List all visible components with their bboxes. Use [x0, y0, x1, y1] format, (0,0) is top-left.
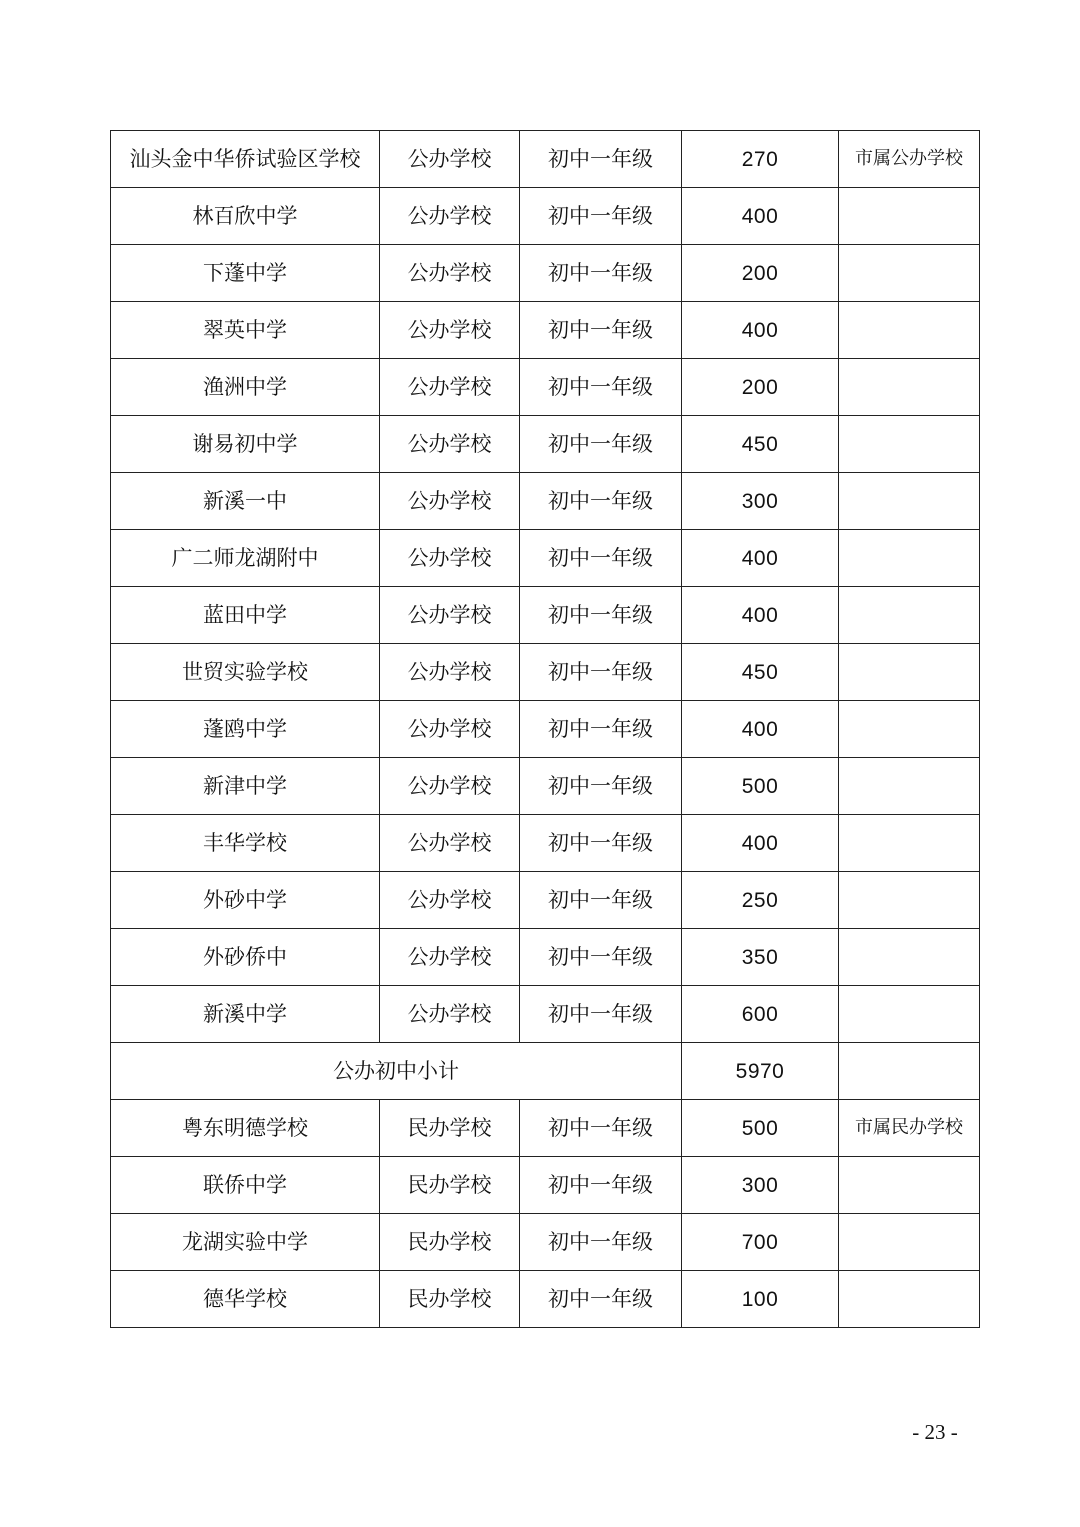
enroll-count: 450: [682, 644, 839, 701]
enroll-count: 350: [682, 929, 839, 986]
school-name: 世贸实验学校: [111, 644, 380, 701]
remark: [839, 416, 980, 473]
school-name: 下蓬中学: [111, 245, 380, 302]
remark: [839, 701, 980, 758]
school-type: 民办学校: [380, 1157, 520, 1214]
remark: [839, 872, 980, 929]
enroll-count: 400: [682, 302, 839, 359]
school-type: 公办学校: [380, 701, 520, 758]
school-type: 民办学校: [380, 1214, 520, 1271]
grade: 初中一年级: [520, 359, 682, 416]
remark: [839, 473, 980, 530]
remark: [839, 359, 980, 416]
school-type: 公办学校: [380, 986, 520, 1043]
school-type: 公办学校: [380, 302, 520, 359]
grade: 初中一年级: [520, 473, 682, 530]
remark: 市属民办学校: [839, 1100, 980, 1157]
remark: [839, 188, 980, 245]
school-type: 公办学校: [380, 929, 520, 986]
school-name: 外砂中学: [111, 872, 380, 929]
remark: [839, 758, 980, 815]
remark: [839, 1271, 980, 1328]
remark: [839, 1214, 980, 1271]
enroll-count: 400: [682, 701, 839, 758]
grade: 初中一年级: [520, 644, 682, 701]
enrollment-table: [110, 130, 980, 1328]
school-name: 新溪中学: [111, 986, 380, 1043]
school-type: 民办学校: [380, 1271, 520, 1328]
table-row: [111, 1100, 980, 1157]
enroll-count: 400: [682, 587, 839, 644]
table-row: [111, 188, 980, 245]
table-row: [111, 644, 980, 701]
table-row: [111, 986, 980, 1043]
school-name: 林百欣中学: [111, 188, 380, 245]
grade: 初中一年级: [520, 872, 682, 929]
subtotal-row: [111, 1043, 980, 1100]
school-type: 公办学校: [380, 644, 520, 701]
school-name: 粤东明德学校: [111, 1100, 380, 1157]
school-type: 民办学校: [380, 1100, 520, 1157]
table-row: [111, 473, 980, 530]
table-row: [111, 587, 980, 644]
table-row: [111, 872, 980, 929]
table-row: [111, 530, 980, 587]
school-type: 公办学校: [380, 359, 520, 416]
enroll-count: 100: [682, 1271, 839, 1328]
enroll-count: 250: [682, 872, 839, 929]
remark: 市属公办学校: [839, 131, 980, 188]
table-row: [111, 1157, 980, 1214]
school-type: 公办学校: [380, 416, 520, 473]
school-name: 广二师龙湖附中: [111, 530, 380, 587]
school-type: 公办学校: [380, 245, 520, 302]
remark: [839, 929, 980, 986]
school-name: 渔洲中学: [111, 359, 380, 416]
school-type: 公办学校: [380, 530, 520, 587]
school-name: 新津中学: [111, 758, 380, 815]
enroll-count: 400: [682, 530, 839, 587]
remark: [839, 815, 980, 872]
subtotal-label: 公办初中小计: [111, 1043, 682, 1100]
grade: 初中一年级: [520, 758, 682, 815]
school-type: 公办学校: [380, 587, 520, 644]
grade: 初中一年级: [520, 302, 682, 359]
grade: 初中一年级: [520, 530, 682, 587]
grade: 初中一年级: [520, 245, 682, 302]
school-name: 龙湖实验中学: [111, 1214, 380, 1271]
school-name: 丰华学校: [111, 815, 380, 872]
table-row: [111, 701, 980, 758]
enroll-count: 300: [682, 1157, 839, 1214]
grade: 初中一年级: [520, 986, 682, 1043]
remark: [839, 986, 980, 1043]
remark: [839, 245, 980, 302]
school-name: 新溪一中: [111, 473, 380, 530]
school-name: 谢易初中学: [111, 416, 380, 473]
school-type: 公办学校: [380, 131, 520, 188]
subtotal-remark: [839, 1043, 980, 1100]
grade: 初中一年级: [520, 131, 682, 188]
school-name: 外砂侨中: [111, 929, 380, 986]
school-type: 公办学校: [380, 473, 520, 530]
enroll-count: 700: [682, 1214, 839, 1271]
table-row: [111, 302, 980, 359]
table-row: [111, 758, 980, 815]
remark: [839, 302, 980, 359]
enroll-count: 600: [682, 986, 839, 1043]
school-name: 德华学校: [111, 1271, 380, 1328]
grade: 初中一年级: [520, 815, 682, 872]
grade: 初中一年级: [520, 701, 682, 758]
enroll-count: 500: [682, 758, 839, 815]
remark: [839, 587, 980, 644]
school-type: 公办学校: [380, 815, 520, 872]
school-type: 公办学校: [380, 188, 520, 245]
school-name: 蓬鸥中学: [111, 701, 380, 758]
remark: [839, 530, 980, 587]
table-row: [111, 245, 980, 302]
grade: 初中一年级: [520, 1271, 682, 1328]
grade: 初中一年级: [520, 929, 682, 986]
grade: 初中一年级: [520, 1100, 682, 1157]
subtotal-count: 5970: [682, 1043, 839, 1100]
grade: 初中一年级: [520, 1214, 682, 1271]
remark: [839, 644, 980, 701]
enroll-count: 200: [682, 245, 839, 302]
table-row: [111, 359, 980, 416]
enroll-count: 450: [682, 416, 839, 473]
table-row: [111, 131, 980, 188]
school-name: 联侨中学: [111, 1157, 380, 1214]
school-name: 汕头金中华侨试验区学校: [111, 131, 380, 188]
enroll-count: 400: [682, 188, 839, 245]
table-row: [111, 929, 980, 986]
table-row: [111, 1271, 980, 1328]
grade: 初中一年级: [520, 416, 682, 473]
grade: 初中一年级: [520, 188, 682, 245]
remark: [839, 1157, 980, 1214]
school-type: 公办学校: [380, 872, 520, 929]
enroll-count: 270: [682, 131, 839, 188]
grade: 初中一年级: [520, 587, 682, 644]
school-name: 翠英中学: [111, 302, 380, 359]
table-row: [111, 416, 980, 473]
table-row: [111, 815, 980, 872]
grade: 初中一年级: [520, 1157, 682, 1214]
enrollment-table-body: [111, 131, 980, 1328]
enroll-count: 300: [682, 473, 839, 530]
enroll-count: 500: [682, 1100, 839, 1157]
enroll-count: 400: [682, 815, 839, 872]
enroll-count: 200: [682, 359, 839, 416]
school-type: 公办学校: [380, 758, 520, 815]
page-number: - 23 -: [912, 1420, 958, 1444]
table-row: [111, 1214, 980, 1271]
school-name: 蓝田中学: [111, 587, 380, 644]
